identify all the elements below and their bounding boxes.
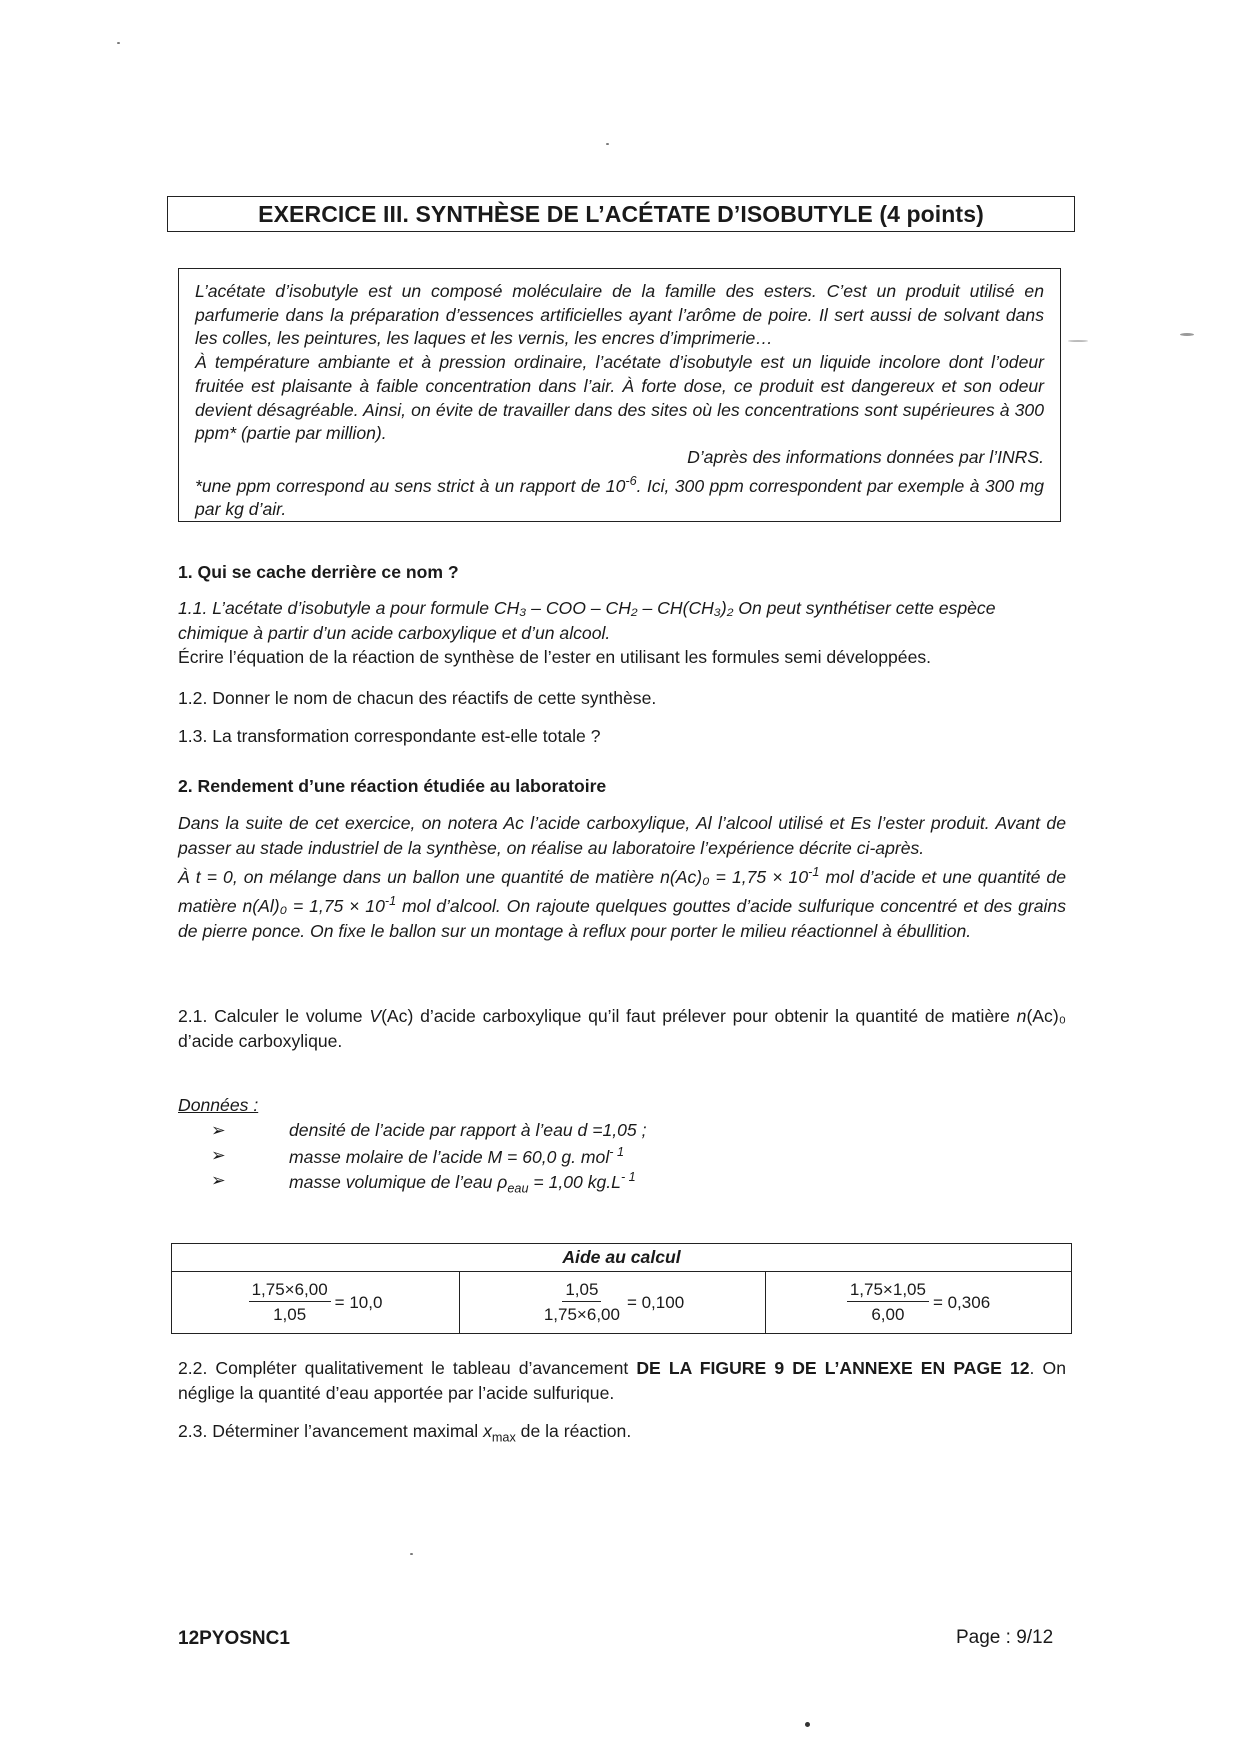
footer-page-number: Page : 9/12 xyxy=(956,1627,1054,1648)
arrow-bullet-icon: ➢ xyxy=(211,1145,226,1165)
arrow-bullet-icon: ➢ xyxy=(211,1170,226,1190)
data-item-water-density: ➢ masse volumique de l’eau $\rho_{eau} = 1,00$ $kg.L^{- 1}$ xyxy=(211,1170,636,1196)
intro-source: D’après des informations données par l’INRS. xyxy=(687,446,1044,467)
data-item-molar-mass: ➢ masse molaire de l’acide M = 60,0 g. mol$^{- 1}$ xyxy=(211,1145,625,1167)
exercise-title: EXERCICE III. SYNTHÈSE DE L’ACÉTATE D’ISOBUTYLE (4 points) xyxy=(167,196,1075,232)
scan-speck xyxy=(117,42,120,44)
data-item-density: ➢ densité de l’acide par rapport à l’eau d =1,05 ; xyxy=(211,1120,647,1140)
question-1-2: 1.2. Donner le nom de chacun des réactifs de cette synthèse. xyxy=(178,688,657,708)
scan-speck xyxy=(410,1553,413,1555)
question-2-2: 2.2. Compléter qualitativement le tableau d’avancement DE LA FIGURE 9 DE L’ANNEXE EN PAGE 12. On néglige la quantité d’eau apportée par l’acide sulfurique. xyxy=(178,1358,1066,1403)
scan-speck xyxy=(606,143,609,145)
section-2-heading: 2. Rendement d’une réaction étudiée au laboratoire xyxy=(178,776,607,796)
data-label: Données : xyxy=(178,1095,259,1115)
question-2-3: 2.3. Déterminer l’avancement maximal $x_{max}$ de la réaction. xyxy=(178,1421,632,1445)
calc-cell: $\frac{1,75\times 6,00}{1,05}$ = 10,0 xyxy=(172,1272,459,1333)
calc-help-table xyxy=(171,1243,1072,1334)
calc-help-title: Aide au calcul xyxy=(172,1244,1071,1272)
section-2-intro-2: À t = 0, on mélange dans un ballon une quantité de matière $n(Ac)_0 = 1,75 \times 10^{-1}$ mol d’acide et une quantité de matière $n(Al)_0 = 1,75 \times 10^{-1}$ mol d’alcool. On rajoute quelques gouttes d’acide sulfurique concentré et des grains de pierre ponce. On fixe le ballon sur un montage à reflux pour porter le milieu réactionnel à ébullition. xyxy=(178,865,1067,941)
section-2-intro xyxy=(178,811,1066,943)
section-2-intro-1: Dans la suite de cet exercice, on notera Ac l’acide carboxylique, Al l’alcool utilisé et Es l’ester produit. Avant de passer au stade industriel de la synthèse, on réalise au laboratoire l’expérience décrite ci-après. xyxy=(178,813,1066,858)
data-list xyxy=(178,1120,778,1195)
calc-cell: $\frac{1,05}{1,75\times 6,00}$ = 0,100 xyxy=(459,1272,765,1333)
arrow-bullet-icon: ➢ xyxy=(211,1120,226,1140)
intro-box xyxy=(178,268,1061,522)
intro-footnote: *une ppm correspond au sens strict à un rapport de $10^{-6}$. Ici, 300 ppm correspondent par exemple à 300 mg par kg d’air. xyxy=(195,473,1045,520)
question-1-1: 1.1. L’acétate d’isobutyle a pour formule CH₃ – COO – CH₂ – CH(CH₃)₂ On peut synthétiser cette espèce chimique à partir d’un acide carboxylique et d’un alcool. Écrire l’équation de la réaction de synthèse de l’ester en utilisant les formules semi développées. xyxy=(178,596,1062,670)
section-1-heading: 1. Qui se cache derrière ce nom ? xyxy=(178,562,459,582)
question-1-1-task: Écrire l’équation de la réaction de synthèse de l’ester en utilisant les formules semi développées. xyxy=(178,647,932,667)
calc-cell: $\frac{1,75\times 1,05}{6,00}$ = 0,306 xyxy=(765,1272,1071,1333)
scan-speck xyxy=(1180,333,1194,336)
question-2-1: 2.1. Calculer le volume V(Ac) d’acide carboxylique qu’il faut prélever pour obtenir la quantité de matière n(Ac)₀ d’acide carboxylique. xyxy=(178,1006,1067,1051)
scan-speck xyxy=(805,1722,810,1727)
intro-paragraph-2: À température ambiante et à pression ordinaire, l’acétate d’isobutyle est un liquide incolore dont l’odeur fruitée est plaisante à faible concentration dans l’air. À forte dose, ce produit est dangereux et son odeur devient désagréable. Ainsi, on évite de travailler dans des sites où les concentrations sont supérieures à 300 ppm* (partie par million). xyxy=(195,352,1044,444)
scan-speck xyxy=(1068,340,1088,342)
intro-paragraph-1: L’acétate d’isobutyle est un composé moléculaire de la famille des esters. C’est un produit utilisé en parfumerie dans la préparation d’essences artificielles ayant l’arôme de poire. Il sert aussi de solvant dans les colles, les peintures, les laques et les vernis, les encres d’imprimerie… xyxy=(195,281,1044,349)
ester-formula: CH₃ – COO – CH₂ – CH(CH₃)₂ xyxy=(493,598,734,618)
question-1-3: 1.3. La transformation correspondante est-elle totale ? xyxy=(178,726,601,746)
footer-code: 12PYOSNC1 xyxy=(178,1628,290,1649)
